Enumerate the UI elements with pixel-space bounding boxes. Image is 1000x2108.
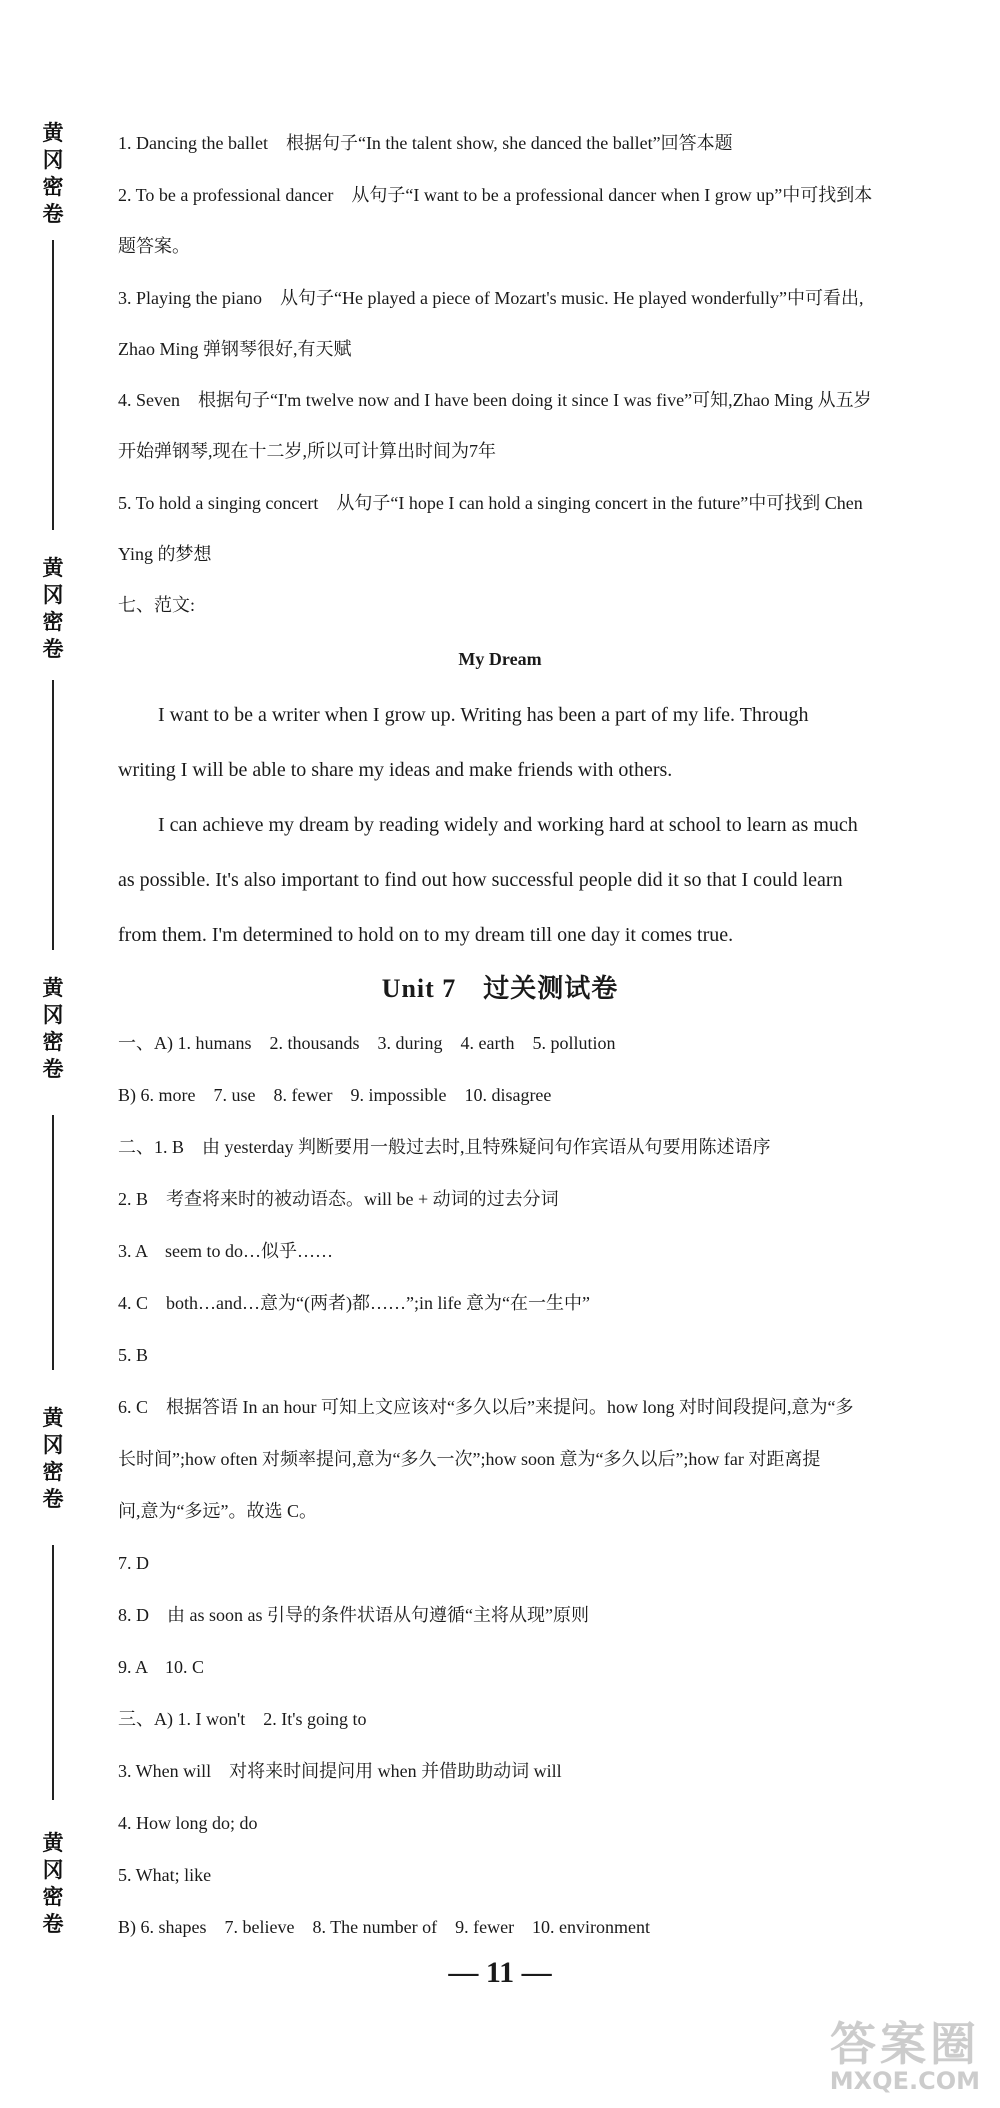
essay-text: I can achieve my dream by reading widely and working hard at school to learn as much — [158, 814, 858, 836]
answer-line: 7. D — [118, 1553, 149, 1573]
answer-line: 开始弹钢琴,现在十二岁,所以可计算出时间为7年 — [118, 441, 496, 461]
essay-title: My Dream — [458, 649, 542, 669]
answer-line: 4. How long do; do — [118, 1813, 258, 1833]
answer-line: 3. A seem to do…似乎…… — [118, 1241, 333, 1261]
side-divider-line — [52, 240, 54, 530]
answer-line: B) 6. shapes 7. believe 8. The number of 9. fewer 10. environment — [118, 1917, 651, 1937]
answer-line: 题答案。 — [118, 236, 190, 256]
watermark-logo — [829, 2017, 980, 2095]
watermark-url: MXQE.COM — [829, 2067, 980, 2095]
side-divider-line — [52, 1115, 54, 1370]
answer-line: 4. Seven 根据句子“I'm twelve now and I have been doing it since I was five”可知,Zhao Ming 从五岁 — [118, 390, 872, 410]
answer-line: 3. Playing the piano 从句子“He played a piece of Mozart's music. He played wonderfully”中可看出, — [118, 288, 864, 308]
answer-line: 问,意为“多远”。故选 C。 — [118, 1501, 317, 1521]
side-label-3: 黄冈密卷 — [42, 976, 64, 1081]
essay-text: I want to be a writer when I grow up. Writing has been a part of my life. Through — [158, 704, 809, 726]
side-label-5: 黄冈密卷 — [42, 1831, 64, 1936]
answer-line: 一、A) 1. humans 2. thousands 3. during 4. earth 5. pollution — [118, 1033, 616, 1053]
page-number: — 11 — — [448, 1956, 552, 1989]
answer-line: 6. C 根据答语 In an hour 可知上文应该对“多久以后”来提问。how long 对时间段提问,意为“多 — [118, 1397, 854, 1417]
answer-line: B) 6. more 7. use 8. fewer 9. impossible 10. disagree — [118, 1085, 552, 1105]
answer-line: Zhao Ming 弹钢琴很好,有天赋 — [118, 339, 352, 359]
answer-line: 8. D 由 as soon as 引导的条件状语从句遵循“主将从现”原则 — [118, 1605, 589, 1625]
watermark-text: 答案圈 — [830, 2017, 980, 2071]
answer-line: 5. To hold a singing concert 从句子“I hope I can hold a singing concert in the future”中可找到 Chen — [118, 493, 863, 513]
answer-line: 3. When will 对将来时间提问用 when 并借助助动词 will — [118, 1761, 562, 1781]
section-heading: 七、范文: — [118, 595, 196, 615]
answer-line: 9. A 10. C — [118, 1657, 205, 1677]
side-divider-line — [52, 1545, 54, 1800]
essay-text: as possible. It's also important to find out how successful people did it so that I could learn — [118, 869, 843, 891]
answer-line: 2. To be a professional dancer 从句子“I want to be a professional dancer when I grow up”中可找到本 — [118, 185, 873, 205]
essay-text: writing I will be able to share my ideas and make friends with others. — [118, 759, 673, 781]
answer-line: 二、1. B 由 yesterday 判断要用一般过去时,且特殊疑问句作宾语从句要用陈述语序 — [118, 1137, 771, 1157]
essay-text: from them. I'm determined to hold on to my dream till one day it comes true. — [118, 924, 734, 946]
side-label-2: 黄冈密卷 — [42, 556, 64, 661]
answer-line: 1. Dancing the ballet 根据句子“In the talent show, she danced the ballet”回答本题 — [118, 133, 733, 153]
side-label-1: 黄冈密卷 — [42, 121, 64, 226]
answer-line: 2. B 考查将来时的被动语态。will be + 动词的过去分词 — [118, 1189, 559, 1209]
answer-line: 4. C both…and…意为“(两者)都……”;in life 意为“在一生中” — [118, 1293, 590, 1313]
unit-title: Unit 7 过关测试卷 — [381, 974, 619, 1003]
side-divider-line — [52, 680, 54, 950]
answer-line: Ying 的梦想 — [118, 544, 212, 564]
answer-line: 5. B — [118, 1345, 149, 1365]
answer-line: 长时间”;how often 对频率提问,意为“多久一次”;how soon 意为“多久以后”;how far 对距离提 — [118, 1449, 821, 1469]
answer-line: 5. What; like — [118, 1865, 212, 1885]
answer-line: 三、A) 1. I won't 2. It's going to — [118, 1709, 367, 1729]
side-label-4: 黄冈密卷 — [42, 1406, 64, 1511]
